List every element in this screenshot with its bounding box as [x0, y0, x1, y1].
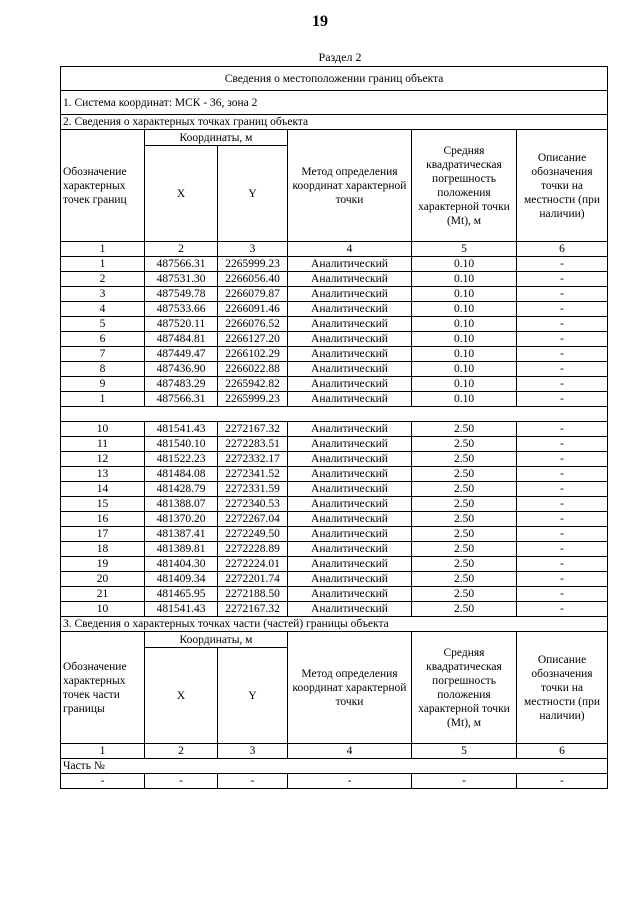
table-row	[61, 362, 608, 377]
x-coordinate-cell: 481389.81	[145, 542, 218, 557]
x-coordinate-cell: 481484.08	[145, 467, 218, 482]
error-cell: 0.10	[412, 347, 517, 362]
description-cell: -	[517, 377, 608, 392]
point-id-cell: 21	[61, 587, 145, 602]
y-coordinate-cell: 2272167.32	[218, 422, 288, 437]
column-number: 2	[145, 242, 218, 257]
table-row	[61, 497, 608, 512]
part-section-title: 3. Сведения о характерных точках части (частей) границы объекта	[61, 617, 608, 632]
point-id-cell: 19	[61, 557, 145, 572]
error-cell: 0.10	[412, 332, 517, 347]
column-number: 1	[61, 242, 145, 257]
error-cell: 0.10	[412, 392, 517, 407]
point-id-cell: 13	[61, 467, 145, 482]
description-cell: -	[517, 527, 608, 542]
y-coordinate-cell: 2265999.23	[218, 392, 288, 407]
error-cell: 2.50	[412, 512, 517, 527]
description-cell: -	[517, 452, 608, 467]
point-id-cell: 5	[61, 317, 145, 332]
point-id-cell: 17	[61, 527, 145, 542]
error-cell: 0.10	[412, 287, 517, 302]
part-cell: -	[145, 774, 218, 789]
x-coordinate-cell: 487531.30	[145, 272, 218, 287]
column-number: 4	[288, 744, 412, 759]
part-cell: -	[412, 774, 517, 789]
coordinate-system: 1. Система координат: МСК - 36, зона 2	[61, 91, 608, 115]
y-coordinate-cell: 2272267.04	[218, 512, 288, 527]
method-cell: Аналитический	[288, 497, 412, 512]
point-id-cell: 7	[61, 347, 145, 362]
method-cell: Аналитический	[288, 332, 412, 347]
method-cell: Аналитический	[288, 287, 412, 302]
contour-separator-row	[61, 407, 608, 422]
point-id-cell: 9	[61, 377, 145, 392]
y-coordinate-cell: 2266076.52	[218, 317, 288, 332]
error-cell: 2.50	[412, 482, 517, 497]
point-id-cell: 2	[61, 272, 145, 287]
header-description-part: Описание обозначения точки на местности (при наличии)	[517, 632, 608, 744]
table-row	[61, 272, 608, 287]
point-id-cell: 14	[61, 482, 145, 497]
y-coordinate-cell: 2272340.53	[218, 497, 288, 512]
table-row	[61, 377, 608, 392]
method-cell: Аналитический	[288, 587, 412, 602]
points-section-title: 2. Сведения о характерных точках границ объекта	[61, 115, 608, 130]
error-cell: 0.10	[412, 302, 517, 317]
point-id-cell: 18	[61, 542, 145, 557]
error-cell: 2.50	[412, 587, 517, 602]
point-id-cell: 8	[61, 362, 145, 377]
description-cell: -	[517, 587, 608, 602]
table-row	[61, 287, 608, 302]
method-cell: Аналитический	[288, 392, 412, 407]
method-cell: Аналитический	[288, 317, 412, 332]
table-row	[61, 317, 608, 332]
x-coordinate-cell: 481465.95	[145, 587, 218, 602]
point-id-cell: 20	[61, 572, 145, 587]
x-coordinate-cell: 481388.07	[145, 497, 218, 512]
description-cell: -	[517, 557, 608, 572]
header-y-part: Y	[218, 648, 288, 744]
error-cell: 2.50	[412, 557, 517, 572]
header-method: Метод определения координат характерной точки	[288, 130, 412, 242]
y-coordinate-cell: 2272283.51	[218, 437, 288, 452]
error-cell: 0.10	[412, 317, 517, 332]
description-cell: -	[517, 512, 608, 527]
column-number: 6	[517, 744, 608, 759]
x-coordinate-cell: 481541.43	[145, 422, 218, 437]
x-coordinate-cell: 481404.30	[145, 557, 218, 572]
y-coordinate-cell: 2266091.46	[218, 302, 288, 317]
table-row	[61, 482, 608, 497]
method-cell: Аналитический	[288, 452, 412, 467]
error-cell: 2.50	[412, 467, 517, 482]
table-row	[61, 602, 608, 617]
table-row	[61, 527, 608, 542]
table-title: Сведения о местоположении границ объекта	[61, 67, 608, 91]
column-numbers-row-part	[61, 744, 608, 759]
header-coordinates: Координаты, м	[145, 130, 288, 146]
x-coordinate-cell: 487566.31	[145, 257, 218, 272]
description-cell: -	[517, 437, 608, 452]
method-cell: Аналитический	[288, 512, 412, 527]
x-coordinate-cell: 487533.66	[145, 302, 218, 317]
table-row	[61, 587, 608, 602]
error-cell: 0.10	[412, 272, 517, 287]
description-cell: -	[517, 482, 608, 497]
description-cell: -	[517, 602, 608, 617]
description-cell: -	[517, 257, 608, 272]
table-row	[61, 257, 608, 272]
description-cell: -	[517, 272, 608, 287]
column-numbers-row	[61, 242, 608, 257]
header-description: Описание обозначения точки на местности (при наличии)	[517, 130, 608, 242]
header-designation: Обозначение характерных точек границ	[61, 130, 145, 242]
part-cell: -	[61, 774, 145, 789]
header-method-part: Метод определения координат характерной точки	[288, 632, 412, 744]
description-cell: -	[517, 422, 608, 437]
y-coordinate-cell: 2265999.23	[218, 257, 288, 272]
boundary-table	[60, 66, 608, 789]
error-cell: 2.50	[412, 572, 517, 587]
error-cell: 2.50	[412, 452, 517, 467]
description-cell: -	[517, 332, 608, 347]
x-coordinate-cell: 481409.34	[145, 572, 218, 587]
description-cell: -	[517, 362, 608, 377]
method-cell: Аналитический	[288, 527, 412, 542]
part-cell: -	[288, 774, 412, 789]
y-coordinate-cell: 2272224.01	[218, 557, 288, 572]
method-cell: Аналитический	[288, 257, 412, 272]
y-coordinate-cell: 2266127.20	[218, 332, 288, 347]
table-row	[61, 437, 608, 452]
description-cell: -	[517, 317, 608, 332]
description-cell: -	[517, 467, 608, 482]
x-coordinate-cell: 481522.23	[145, 452, 218, 467]
x-coordinate-cell: 481428.79	[145, 482, 218, 497]
point-id-cell: 11	[61, 437, 145, 452]
method-cell: Аналитический	[288, 572, 412, 587]
x-coordinate-cell: 487436.90	[145, 362, 218, 377]
description-cell: -	[517, 302, 608, 317]
y-coordinate-cell: 2272332.17	[218, 452, 288, 467]
x-coordinate-cell: 487520.11	[145, 317, 218, 332]
table-row	[61, 332, 608, 347]
part-cell: -	[517, 774, 608, 789]
error-cell: 2.50	[412, 422, 517, 437]
y-coordinate-cell: 2266022.88	[218, 362, 288, 377]
table-row	[61, 392, 608, 407]
y-coordinate-cell: 2272201.74	[218, 572, 288, 587]
description-cell: -	[517, 392, 608, 407]
method-cell: Аналитический	[288, 377, 412, 392]
point-id-cell: 16	[61, 512, 145, 527]
column-number: 1	[61, 744, 145, 759]
part-cell: -	[218, 774, 288, 789]
column-number: 4	[288, 242, 412, 257]
y-coordinate-cell: 2272188.50	[218, 587, 288, 602]
section-label: Раздел 2	[318, 50, 362, 64]
x-coordinate-cell: 481370.20	[145, 512, 218, 527]
column-number: 6	[517, 242, 608, 257]
error-cell: 2.50	[412, 527, 517, 542]
method-cell: Аналитический	[288, 482, 412, 497]
column-number: 5	[412, 242, 517, 257]
point-id-cell: 4	[61, 302, 145, 317]
y-coordinate-cell: 2272167.32	[218, 602, 288, 617]
y-coordinate-cell: 2266102.29	[218, 347, 288, 362]
point-id-cell: 12	[61, 452, 145, 467]
description-cell: -	[517, 347, 608, 362]
y-coordinate-cell: 2272228.89	[218, 542, 288, 557]
error-cell: 0.10	[412, 377, 517, 392]
x-coordinate-cell: 487484.81	[145, 332, 218, 347]
x-coordinate-cell: 481387.41	[145, 527, 218, 542]
error-cell: 2.50	[412, 437, 517, 452]
table-row	[61, 542, 608, 557]
y-coordinate-cell: 2266079.87	[218, 287, 288, 302]
x-coordinate-cell: 487483.29	[145, 377, 218, 392]
column-number: 5	[412, 744, 517, 759]
point-id-cell: 10	[61, 602, 145, 617]
table-row	[61, 557, 608, 572]
table-row	[61, 422, 608, 437]
point-id-cell: 3	[61, 287, 145, 302]
header-y: Y	[218, 146, 288, 242]
part-row	[61, 774, 608, 789]
point-id-cell: 15	[61, 497, 145, 512]
point-id-cell: 1	[61, 392, 145, 407]
x-coordinate-cell: 487449.47	[145, 347, 218, 362]
method-cell: Аналитический	[288, 302, 412, 317]
table-row	[61, 512, 608, 527]
separator-cell	[61, 407, 608, 422]
y-coordinate-cell: 2272341.52	[218, 467, 288, 482]
boundary-table-body	[61, 67, 608, 789]
part-number-label: Часть №	[61, 759, 608, 774]
y-coordinate-cell: 2266056.40	[218, 272, 288, 287]
description-cell: -	[517, 572, 608, 587]
method-cell: Аналитический	[288, 437, 412, 452]
point-id-cell: 6	[61, 332, 145, 347]
table-row	[61, 347, 608, 362]
description-cell: -	[517, 497, 608, 512]
x-coordinate-cell: 487549.78	[145, 287, 218, 302]
y-coordinate-cell: 2272249.50	[218, 527, 288, 542]
description-cell: -	[517, 542, 608, 557]
y-coordinate-cell: 2265942.82	[218, 377, 288, 392]
error-cell: 2.50	[412, 497, 517, 512]
header-x-part: X	[145, 648, 218, 744]
header-x: X	[145, 146, 218, 242]
page-number: 19	[312, 13, 328, 30]
column-number: 3	[218, 242, 288, 257]
x-coordinate-cell: 487566.31	[145, 392, 218, 407]
header-coordinates-part: Координаты, м	[145, 632, 288, 648]
error-cell: 2.50	[412, 542, 517, 557]
method-cell: Аналитический	[288, 467, 412, 482]
point-id-cell: 10	[61, 422, 145, 437]
point-id-cell: 1	[61, 257, 145, 272]
description-cell: -	[517, 287, 608, 302]
table-row	[61, 302, 608, 317]
method-cell: Аналитический	[288, 542, 412, 557]
method-cell: Аналитический	[288, 347, 412, 362]
method-cell: Аналитический	[288, 422, 412, 437]
error-cell: 2.50	[412, 602, 517, 617]
error-cell: 0.10	[412, 362, 517, 377]
x-coordinate-cell: 481540.10	[145, 437, 218, 452]
method-cell: Аналитический	[288, 272, 412, 287]
table-row	[61, 452, 608, 467]
column-number: 3	[218, 744, 288, 759]
header-error: Средняя квадратическая погрешность положения характерной точки (Mt), м	[412, 130, 517, 242]
method-cell: Аналитический	[288, 557, 412, 572]
table-row	[61, 467, 608, 482]
error-cell: 0.10	[412, 257, 517, 272]
y-coordinate-cell: 2272331.59	[218, 482, 288, 497]
x-coordinate-cell: 481541.43	[145, 602, 218, 617]
column-number: 2	[145, 744, 218, 759]
table-row	[61, 572, 608, 587]
header-error-part: Средняя квадратическая погрешность положения характерной точки (Mt), м	[412, 632, 517, 744]
method-cell: Аналитический	[288, 602, 412, 617]
method-cell: Аналитический	[288, 362, 412, 377]
header-designation-part: Обозначение характерных точек части границы	[61, 632, 145, 744]
